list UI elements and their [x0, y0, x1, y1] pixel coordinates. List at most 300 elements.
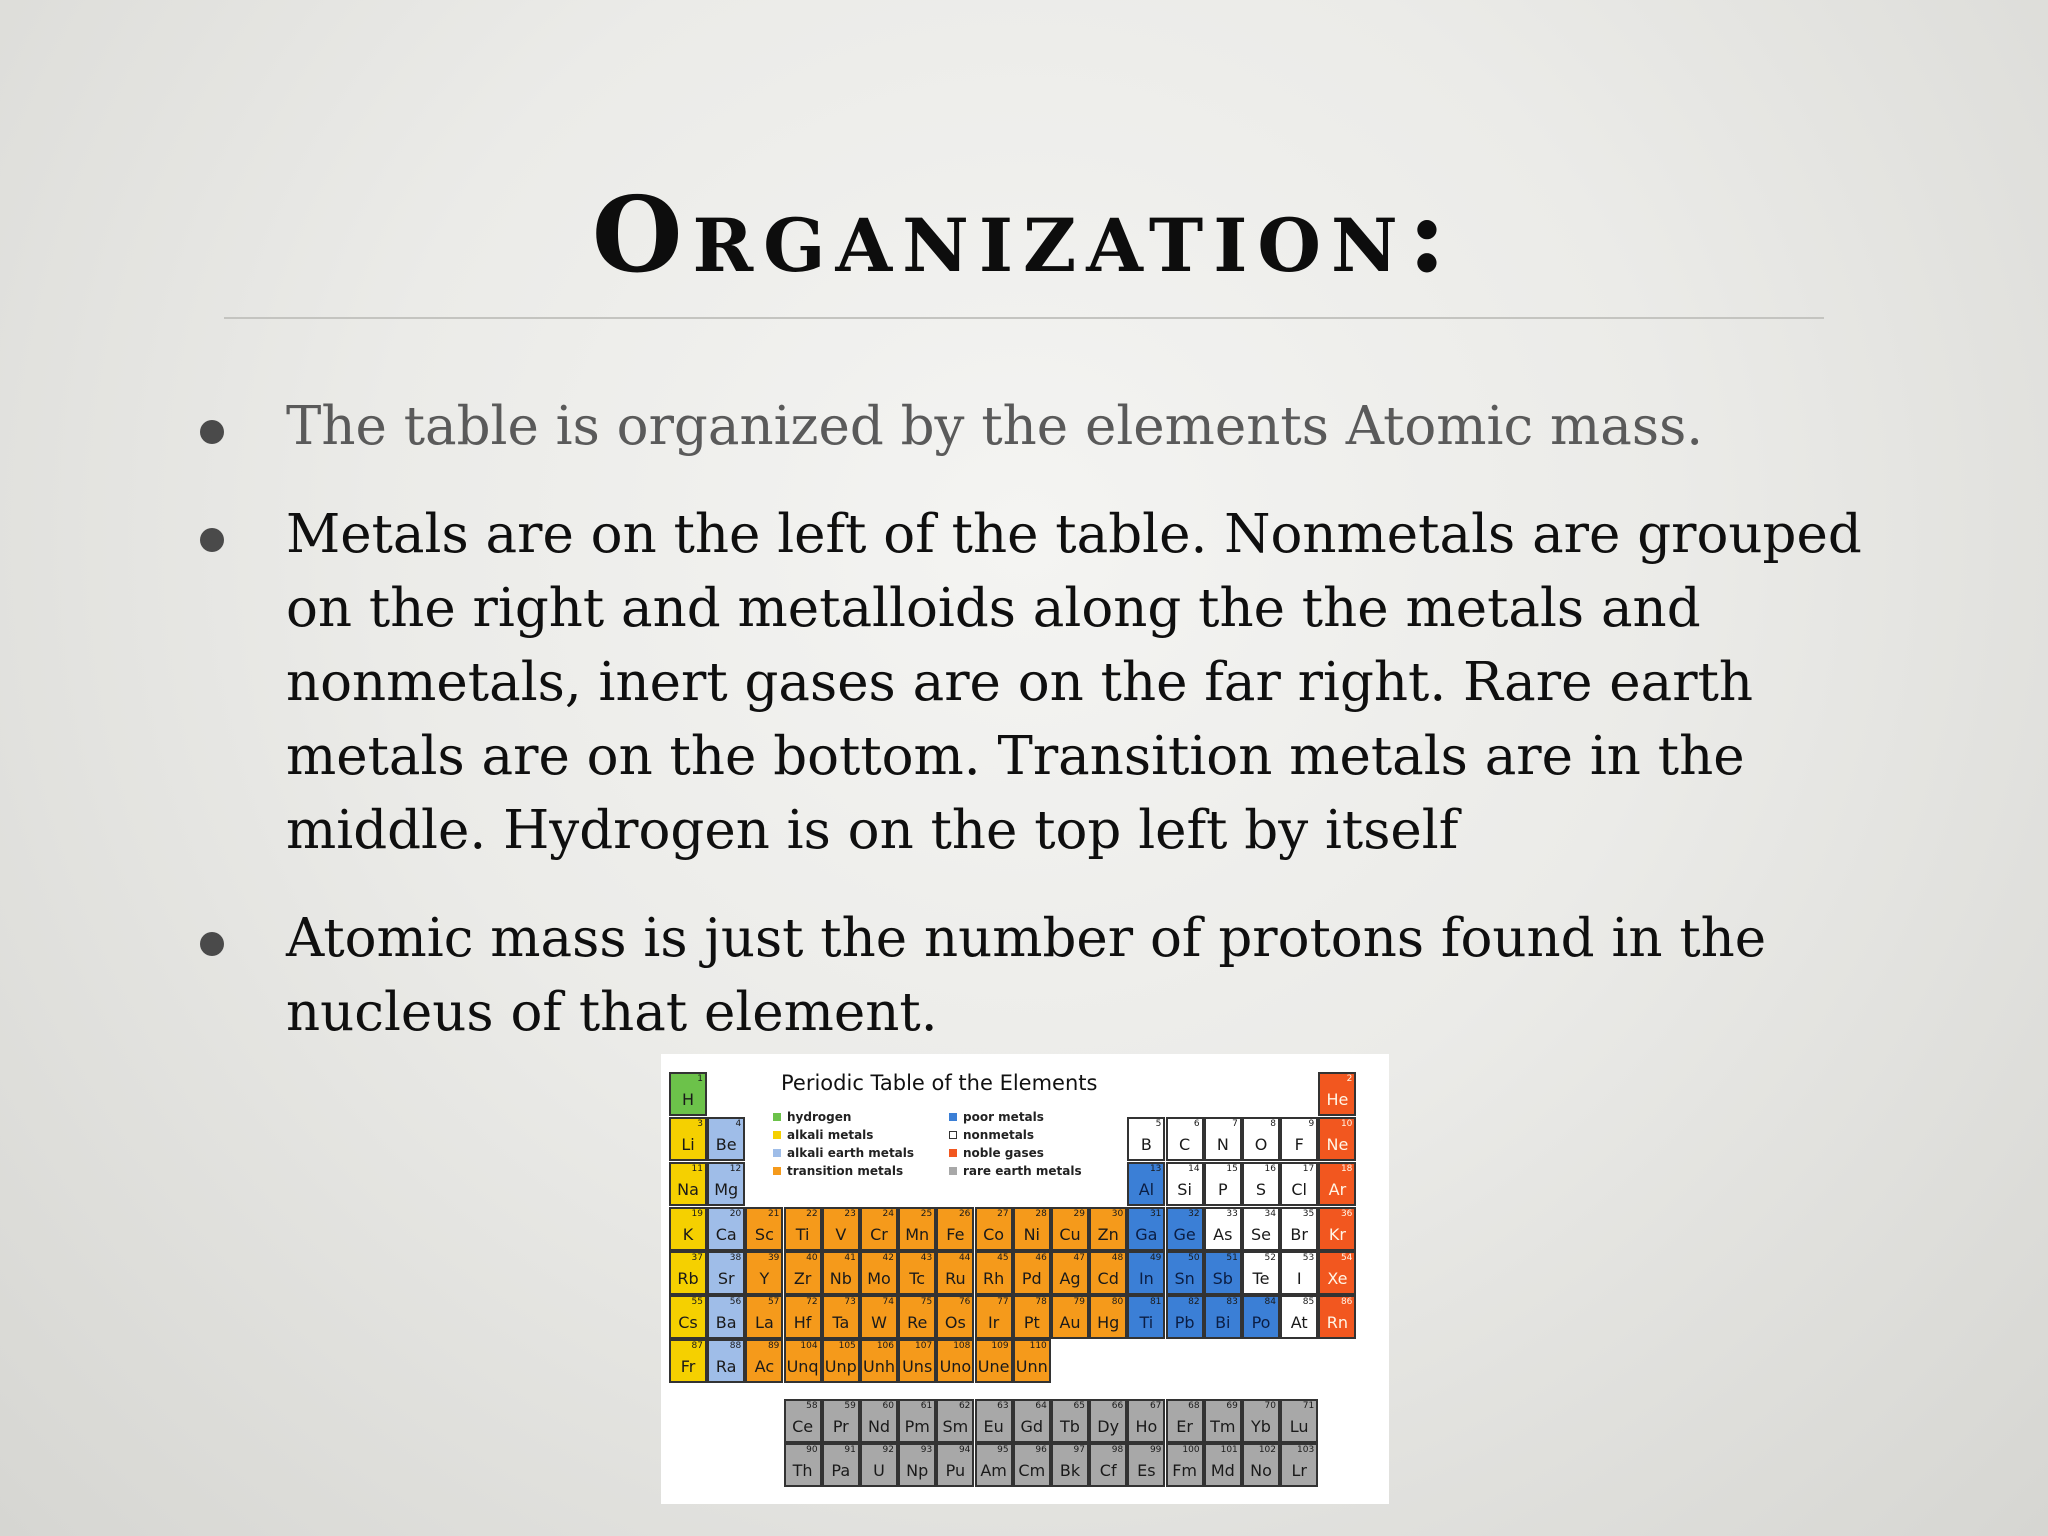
atomic-number: 88: [729, 1341, 742, 1351]
atomic-number: 2: [1346, 1074, 1353, 1084]
element-symbol: Cf: [1099, 1461, 1117, 1480]
element-symbol: Al: [1138, 1180, 1155, 1199]
atomic-number: 9: [1308, 1119, 1315, 1129]
atomic-number: 29: [1073, 1209, 1085, 1219]
atomic-number: 8: [1270, 1119, 1276, 1129]
element-cell: [1166, 1399, 1204, 1443]
element-cell: [1242, 1295, 1280, 1339]
element-cell: [975, 1295, 1013, 1339]
atomic-number: 87: [691, 1341, 703, 1351]
slide-title: Organization:: [591, 173, 1457, 296]
element-symbol: Zr: [793, 1269, 812, 1288]
atomic-number: 46: [1035, 1253, 1047, 1263]
element-cell: [1318, 1117, 1356, 1161]
periodic-table-title: Periodic Table of the Elements: [781, 1071, 1098, 1095]
atomic-number: 80: [1111, 1297, 1124, 1307]
bullet-item: [200, 902, 1930, 1050]
atomic-number: 39: [767, 1253, 780, 1263]
element-symbol: Ir: [987, 1313, 1000, 1332]
element-symbol: Ac: [754, 1357, 775, 1376]
atomic-number: 24: [882, 1209, 894, 1219]
element-cell: [707, 1295, 745, 1339]
element-symbol: Fr: [680, 1357, 696, 1376]
element-symbol: Cd: [1097, 1269, 1119, 1288]
atomic-number: 27: [997, 1209, 1009, 1219]
atomic-number: 73: [844, 1297, 856, 1307]
element-cell: [707, 1117, 745, 1161]
atomic-number: 58: [806, 1401, 818, 1411]
legend-label: hydrogen: [787, 1110, 852, 1124]
element-cell: [822, 1339, 860, 1383]
element-symbol: Si: [1177, 1180, 1192, 1199]
element-cell: [975, 1251, 1013, 1295]
element-symbol: Sm: [942, 1417, 969, 1436]
atomic-number: 92: [882, 1445, 894, 1455]
element-cell: [936, 1443, 974, 1487]
element-cell: [1089, 1251, 1127, 1295]
element-symbol: Es: [1137, 1461, 1156, 1480]
atomic-number: 3: [697, 1119, 703, 1129]
element-cell: [1280, 1443, 1318, 1487]
element-symbol: Np: [906, 1461, 929, 1480]
element-cell: [822, 1295, 860, 1339]
element-cell: [1051, 1251, 1089, 1295]
legend-swatch: [773, 1167, 781, 1175]
legend-swatch: [773, 1149, 781, 1157]
element-cell: [1013, 1295, 1051, 1339]
element-symbol: Yb: [1251, 1417, 1271, 1436]
element-cell: [898, 1339, 936, 1383]
element-symbol: Lu: [1289, 1417, 1309, 1436]
element-symbol: Uno: [939, 1357, 972, 1376]
element-symbol: Ti: [795, 1225, 810, 1244]
legend-swatch: [949, 1149, 957, 1157]
element-symbol: W: [871, 1313, 887, 1332]
element-symbol: Ho: [1135, 1417, 1158, 1436]
atomic-number: 31: [1149, 1209, 1162, 1219]
atomic-number: 81: [1149, 1297, 1162, 1307]
element-symbol: S: [1255, 1180, 1267, 1199]
bullet-list: [200, 390, 1930, 1084]
element-cell: [1166, 1251, 1204, 1295]
atomic-number: 110: [1029, 1341, 1047, 1351]
atomic-number: 89: [767, 1341, 780, 1351]
element-cell: [975, 1207, 1013, 1251]
element-symbol: Bi: [1215, 1313, 1231, 1332]
atomic-number: 16: [1264, 1164, 1276, 1174]
atomic-number: 55: [691, 1297, 703, 1307]
atomic-number: 91: [844, 1445, 856, 1455]
atomic-number: 103: [1297, 1445, 1315, 1455]
element-cell: [1204, 1162, 1242, 1206]
element-symbol: Unp: [824, 1357, 857, 1376]
element-symbol: O: [1254, 1135, 1268, 1154]
element-cell: [860, 1399, 898, 1443]
element-cell: [1127, 1295, 1165, 1339]
element-cell: [707, 1162, 745, 1206]
element-cell: [1204, 1117, 1242, 1161]
element-cell: [1204, 1399, 1242, 1443]
legend-label: transition metals: [787, 1164, 904, 1178]
element-symbol: Rh: [982, 1269, 1005, 1288]
atomic-number: 60: [882, 1401, 894, 1411]
element-symbol: Cs: [678, 1313, 698, 1332]
legend-label: rare earth metals: [963, 1164, 1082, 1178]
element-symbol: Tc: [909, 1269, 926, 1288]
atomic-number: 54: [1340, 1253, 1353, 1263]
element-cell: [784, 1339, 822, 1383]
element-cell: [1204, 1251, 1242, 1295]
element-symbol: Ge: [1173, 1225, 1196, 1244]
element-symbol: P: [1217, 1180, 1228, 1199]
element-symbol: Ra: [715, 1357, 737, 1376]
legend-item: [949, 1126, 1082, 1144]
atomic-number: 96: [1035, 1445, 1047, 1455]
element-symbol: As: [1213, 1225, 1233, 1244]
element-cell: [1242, 1162, 1280, 1206]
element-symbol: Tm: [1210, 1417, 1236, 1436]
atomic-number: 42: [882, 1253, 894, 1263]
element-symbol: Am: [980, 1461, 1007, 1480]
atomic-number: 41: [844, 1253, 856, 1263]
atomic-number: 106: [876, 1341, 894, 1351]
legend-item: [773, 1144, 914, 1162]
bullet-dot-icon: [200, 932, 224, 956]
atomic-number: 101: [1220, 1445, 1238, 1455]
element-symbol: Pr: [832, 1417, 849, 1436]
atomic-number: 32: [1188, 1209, 1200, 1219]
atomic-number: 67: [1149, 1401, 1162, 1411]
element-symbol: Ru: [945, 1269, 966, 1288]
element-cell: [669, 1117, 707, 1161]
legend-swatch: [949, 1131, 957, 1139]
element-symbol: Cl: [1291, 1180, 1307, 1199]
atomic-number: 52: [1264, 1253, 1276, 1263]
atomic-number: 36: [1340, 1209, 1353, 1219]
element-symbol: N: [1216, 1135, 1229, 1154]
element-symbol: He: [1326, 1090, 1349, 1109]
atomic-number: 95: [997, 1445, 1009, 1455]
atomic-number: 15: [1226, 1164, 1238, 1174]
element-cell: [898, 1251, 936, 1295]
element-symbol: Po: [1251, 1313, 1271, 1332]
element-symbol: Unq: [786, 1357, 819, 1376]
atomic-number: 28: [1035, 1209, 1047, 1219]
element-cell: [1127, 1443, 1165, 1487]
atomic-number: 56: [729, 1297, 742, 1307]
atomic-number: 61: [920, 1401, 933, 1411]
element-symbol: Pt: [1023, 1313, 1040, 1332]
element-symbol: Ta: [832, 1313, 850, 1332]
element-symbol: Fm: [1172, 1461, 1197, 1480]
element-symbol: Nd: [867, 1417, 891, 1436]
atomic-number: 6: [1193, 1119, 1200, 1129]
element-symbol: Ba: [715, 1313, 737, 1332]
element-cell: [1127, 1162, 1165, 1206]
element-cell: [669, 1295, 707, 1339]
atomic-number: 1: [697, 1074, 703, 1084]
element-cell: [1127, 1399, 1165, 1443]
element-cell: [669, 1251, 707, 1295]
element-cell: [860, 1295, 898, 1339]
element-cell: [860, 1339, 898, 1383]
element-cell: [1318, 1207, 1356, 1251]
atomic-number: 18: [1340, 1164, 1353, 1174]
atomic-number: 85: [1302, 1297, 1315, 1307]
legend-label: poor metals: [963, 1110, 1044, 1124]
legend-item: [949, 1108, 1082, 1126]
element-cell: [1166, 1117, 1204, 1161]
legend-item: [773, 1162, 914, 1180]
element-symbol: Pb: [1174, 1313, 1195, 1332]
element-cell: [707, 1207, 745, 1251]
atomic-number: 70: [1264, 1401, 1276, 1411]
element-cell: [1318, 1295, 1356, 1339]
element-cell: [860, 1207, 898, 1251]
element-cell: [1127, 1207, 1165, 1251]
element-cell: [669, 1339, 707, 1383]
element-symbol: Te: [1252, 1269, 1270, 1288]
atomic-number: 51: [1226, 1253, 1238, 1263]
element-symbol: Li: [681, 1135, 695, 1154]
atomic-number: 99: [1149, 1445, 1162, 1455]
element-symbol: U: [873, 1461, 885, 1480]
bullet-dot-icon: [200, 420, 224, 444]
element-symbol: V: [835, 1225, 847, 1244]
atomic-number: 77: [997, 1297, 1009, 1307]
element-cell: [1089, 1207, 1127, 1251]
atomic-number: 94: [958, 1445, 971, 1455]
atomic-number: 109: [991, 1341, 1009, 1351]
element-cell: [745, 1251, 783, 1295]
atomic-number: 93: [920, 1445, 933, 1455]
element-symbol: Ti: [1139, 1313, 1154, 1332]
element-cell: [707, 1251, 745, 1295]
atomic-number: 47: [1073, 1253, 1085, 1263]
element-symbol: Ag: [1059, 1269, 1081, 1288]
atomic-number: 108: [953, 1341, 971, 1351]
element-symbol: No: [1250, 1461, 1272, 1480]
element-cell: [860, 1443, 898, 1487]
atomic-number: 26: [958, 1209, 971, 1219]
element-cell: [669, 1072, 707, 1116]
element-symbol: C: [1179, 1135, 1191, 1154]
element-symbol: Rn: [1326, 1313, 1349, 1332]
atomic-number: 57: [767, 1297, 780, 1307]
element-cell: [1242, 1117, 1280, 1161]
element-cell: [936, 1295, 974, 1339]
atomic-number: 53: [1302, 1253, 1315, 1263]
element-cell: [1127, 1117, 1165, 1161]
element-symbol: Er: [1176, 1417, 1193, 1436]
atomic-number: 78: [1035, 1297, 1047, 1307]
atomic-number: 86: [1340, 1297, 1353, 1307]
element-cell: [1051, 1443, 1089, 1487]
element-cell: [1280, 1399, 1318, 1443]
element-symbol: Ar: [1328, 1180, 1347, 1199]
element-symbol: Cr: [870, 1225, 888, 1244]
element-cell: [1242, 1443, 1280, 1487]
atomic-number: 43: [920, 1253, 933, 1263]
atomic-number: 23: [844, 1209, 856, 1219]
element-cell: [898, 1443, 936, 1487]
element-symbol: Unh: [863, 1357, 895, 1376]
atomic-number: 13: [1149, 1164, 1162, 1174]
atomic-number: 64: [1035, 1401, 1047, 1411]
element-cell: [1318, 1072, 1356, 1116]
element-cell: [1013, 1207, 1051, 1251]
element-symbol: Mn: [905, 1225, 930, 1244]
atomic-number: 107: [915, 1341, 933, 1351]
atomic-number: 48: [1111, 1253, 1124, 1263]
element-cell: [1280, 1162, 1318, 1206]
element-cell: [784, 1251, 822, 1295]
element-symbol: Hf: [793, 1313, 812, 1332]
atomic-number: 71: [1302, 1401, 1315, 1411]
element-symbol: Fe: [946, 1225, 965, 1244]
element-symbol: Gd: [1020, 1417, 1044, 1436]
element-symbol: B: [1140, 1135, 1152, 1154]
element-symbol: Na: [677, 1180, 699, 1199]
atomic-number: 105: [838, 1341, 856, 1351]
atomic-number: 37: [691, 1253, 703, 1263]
atomic-number: 25: [920, 1209, 933, 1219]
element-symbol: K: [682, 1225, 694, 1244]
element-cell: [1204, 1207, 1242, 1251]
element-cell: [1089, 1443, 1127, 1487]
atomic-number: 90: [806, 1445, 818, 1455]
atomic-number: 12: [729, 1164, 742, 1174]
legend-label: noble gases: [963, 1146, 1044, 1160]
element-symbol: Nb: [829, 1269, 852, 1288]
atomic-number: 17: [1302, 1164, 1315, 1174]
bullet-item: [200, 390, 1930, 464]
element-symbol: Sb: [1212, 1269, 1233, 1288]
atomic-number: 79: [1073, 1297, 1085, 1307]
element-cell: [669, 1162, 707, 1206]
element-cell: [784, 1443, 822, 1487]
element-cell: [1280, 1295, 1318, 1339]
element-symbol: Une: [977, 1357, 1010, 1376]
atomic-number: 100: [1182, 1445, 1200, 1455]
element-cell: [1013, 1443, 1051, 1487]
atomic-number: 98: [1111, 1445, 1124, 1455]
atomic-number: 44: [958, 1253, 971, 1263]
atomic-number: 102: [1258, 1445, 1276, 1455]
element-cell: [1318, 1162, 1356, 1206]
atomic-number: 76: [958, 1297, 971, 1307]
element-cell: [1089, 1399, 1127, 1443]
atomic-number: 49: [1149, 1253, 1162, 1263]
element-cell: [860, 1251, 898, 1295]
bullet-text: Atomic mass is just the number of protons found in the nucleus of that element.: [286, 908, 1767, 1043]
element-symbol: Hg: [1097, 1313, 1120, 1332]
atomic-number: 45: [997, 1253, 1009, 1263]
element-cell: [1051, 1295, 1089, 1339]
atomic-number: 40: [806, 1253, 818, 1263]
element-cell: [1166, 1207, 1204, 1251]
atomic-number: 38: [729, 1253, 742, 1263]
legend-label: nonmetals: [963, 1128, 1035, 1142]
element-cell: [822, 1399, 860, 1443]
atomic-number: 21: [767, 1209, 780, 1219]
atomic-number: 82: [1188, 1297, 1200, 1307]
element-symbol: Eu: [983, 1417, 1004, 1436]
title-divider: [224, 317, 1824, 319]
atomic-number: 74: [882, 1297, 894, 1307]
bullet-text: Metals are on the left of the table. Nonmetals are grouped on the right and metalloids along the the metals and nonmetals, inert gases are on the far right. Rare earth metals are on the bottom. Transition metals are in the middle. Hydrogen is on the top left by itself: [286, 504, 1862, 861]
element-symbol: Se: [1251, 1225, 1271, 1244]
element-symbol: Zn: [1097, 1225, 1119, 1244]
atomic-number: 4: [735, 1119, 742, 1129]
atomic-number: 65: [1073, 1401, 1085, 1411]
element-symbol: Th: [792, 1461, 813, 1480]
element-cell: [936, 1207, 974, 1251]
element-cell: [1051, 1207, 1089, 1251]
atomic-number: 11: [691, 1164, 703, 1174]
atomic-number: 7: [1232, 1119, 1238, 1129]
element-cell: [898, 1207, 936, 1251]
element-symbol: Sr: [717, 1269, 735, 1288]
element-cell: [936, 1251, 974, 1295]
element-symbol: Kr: [1328, 1225, 1346, 1244]
element-cell: [784, 1295, 822, 1339]
element-cell: [822, 1207, 860, 1251]
element-symbol: Xe: [1327, 1269, 1348, 1288]
element-symbol: H: [681, 1090, 695, 1109]
bullet-text: The table is organized by the elements Atomic mass.: [286, 396, 1704, 457]
atomic-number: 5: [1155, 1119, 1162, 1129]
element-symbol: I: [1296, 1269, 1302, 1288]
element-symbol: Au: [1059, 1313, 1081, 1332]
element-symbol: Os: [944, 1313, 966, 1332]
periodic-table-image: [661, 1054, 1389, 1504]
element-cell: [1089, 1295, 1127, 1339]
element-symbol: At: [1290, 1313, 1308, 1332]
element-cell: [1318, 1251, 1356, 1295]
element-symbol: Co: [983, 1225, 1005, 1244]
element-symbol: Be: [715, 1135, 737, 1154]
element-cell: [1204, 1443, 1242, 1487]
atomic-number: 66: [1111, 1401, 1124, 1411]
element-cell: [1280, 1251, 1318, 1295]
element-symbol: Tb: [1060, 1417, 1080, 1436]
atomic-number: 72: [806, 1297, 818, 1307]
atomic-number: 30: [1111, 1209, 1124, 1219]
legend-label: alkali earth metals: [787, 1146, 915, 1160]
legend-swatch: [949, 1113, 957, 1121]
element-cell: [898, 1295, 936, 1339]
atomic-number: 33: [1226, 1209, 1238, 1219]
element-cell: [898, 1399, 936, 1443]
element-symbol: Cm: [1018, 1461, 1046, 1480]
element-symbol: Md: [1210, 1461, 1235, 1480]
element-cell: [1166, 1443, 1204, 1487]
element-symbol: Rb: [677, 1269, 699, 1288]
element-symbol: Pd: [1021, 1269, 1042, 1288]
element-cell: [745, 1295, 783, 1339]
atomic-number: 84: [1264, 1297, 1276, 1307]
atomic-number: 97: [1073, 1445, 1085, 1455]
element-symbol: Br: [1290, 1225, 1308, 1244]
element-cell: [1280, 1117, 1318, 1161]
element-cell: [975, 1339, 1013, 1383]
element-cell: [784, 1207, 822, 1251]
element-symbol: Sc: [754, 1225, 774, 1244]
element-symbol: Re: [907, 1313, 928, 1332]
element-cell: [975, 1443, 1013, 1487]
legend-item: [773, 1126, 914, 1144]
